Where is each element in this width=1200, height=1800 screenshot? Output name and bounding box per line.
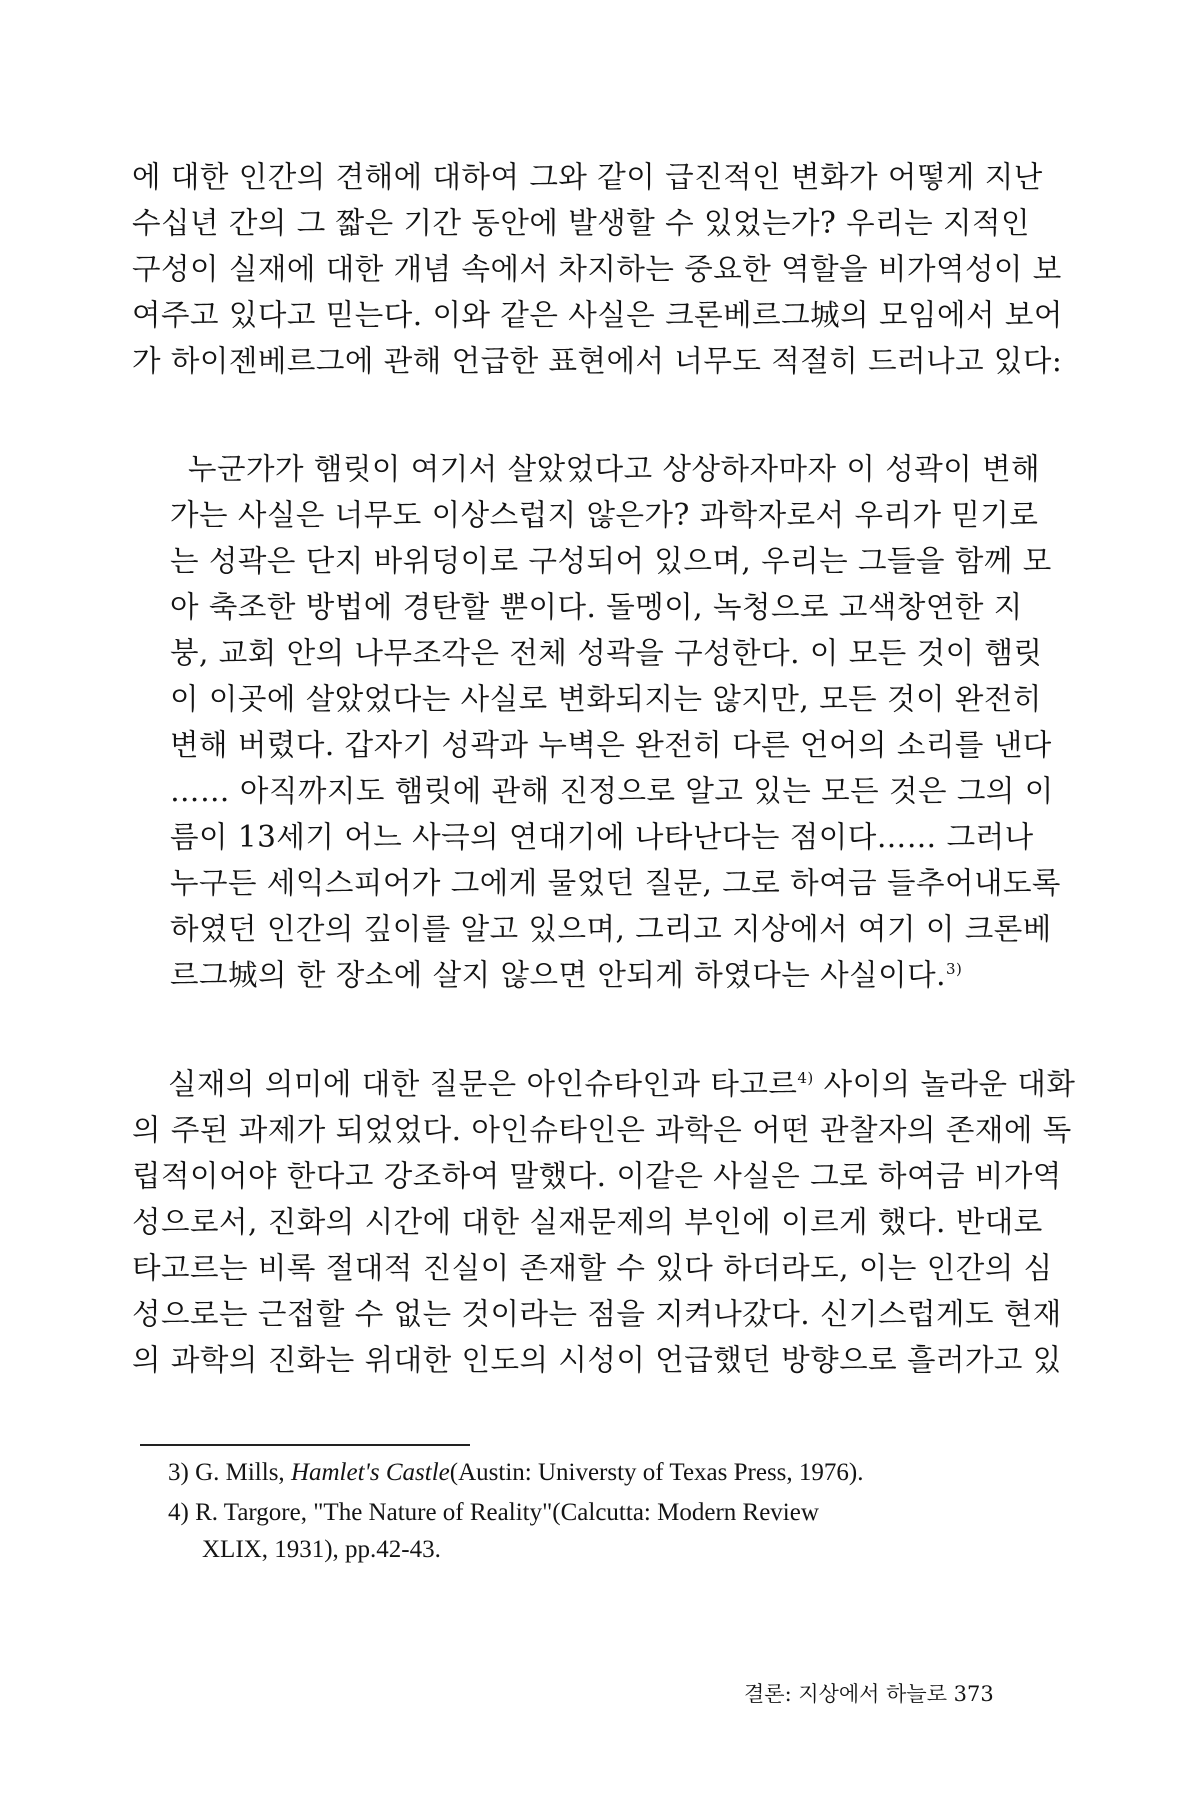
text-line: 구성이 실재에 대한 개념 속에서 차지하는 중요한 역할을 비가역성이 보 <box>132 252 1062 286</box>
quote-line: 는 성곽은 단지 바위덩이로 구성되어 있으며, 우리는 그들을 함께 모 <box>170 544 1052 578</box>
footnote-divider <box>140 1444 470 1446</box>
text: 실재의 의미에 대한 질문은 아인슈타인과 타고르 <box>168 1067 798 1101</box>
text-line: 타고르는 비록 절대적 진실이 존재할 수 있다 하더라도, 이는 인간의 심 <box>132 1251 1053 1285</box>
text-line: 에 대한 인간의 견해에 대하여 그와 같이 급진적인 변화가 어떻게 지난 <box>132 160 1043 194</box>
quote-line: …… 아직까지도 햄릿에 관해 진정으로 알고 있는 모든 것은 그의 이 <box>170 774 1054 808</box>
running-footer: 결론: 지상에서 하늘로 373 <box>744 1682 994 1706</box>
quote-line: 하였던 인간의 깊이를 알고 있으며, 그리고 지상에서 여기 이 크론베 <box>170 912 1052 946</box>
text-line: 가 하이젠베르그에 관해 언급한 표현에서 너무도 적절히 드러나고 있다: <box>132 344 1063 378</box>
footnote-ref-4: 4) <box>797 1069 814 1088</box>
quote-line: 붕, 교회 안의 나무조각은 전체 성곽을 구성한다. 이 모든 것이 햄릿 <box>170 636 1043 670</box>
text-line: 의 주된 과제가 되었었다. 아인슈타인은 과학은 어떤 관찰자의 존재에 독 <box>132 1113 1072 1147</box>
text: 사이의 놀라운 대화 <box>813 1067 1076 1101</box>
footnote-author: G. Mills, <box>195 1459 291 1486</box>
text-line-first <box>168 1067 1076 1101</box>
text-line: 여주고 있다고 믿는다. 이와 같은 사실은 크론베르그城의 모임에서 보어 <box>132 298 1063 332</box>
quote-line: 이 이곳에 살았었다는 사실로 변화되지는 않지만, 모든 것이 완전히 <box>170 682 1042 716</box>
footnote-text: R. Targore, "The Nature of Reality"(Calcutta: Modern Review <box>195 1499 819 1526</box>
footnote-ref-3: 3) <box>945 960 963 979</box>
text-line: 수십년 간의 그 짧은 기간 동안에 발생할 수 있었는가? 우리는 지적인 <box>132 206 1031 240</box>
footnote-number: 3) <box>168 1459 189 1486</box>
text-line: 성으로는 근접할 수 없는 것이라는 점을 지켜나갔다. 신기스럽게도 현재 <box>132 1297 1062 1331</box>
footnote-title: Hamlet's Castle <box>290 1459 450 1486</box>
quote-line: 누군가가 햄릿이 여기서 살았었다고 상상하자마자 이 성곽이 변해 <box>188 452 1041 486</box>
footnote-3 <box>168 1460 864 1485</box>
quote-line: 아 축조한 방법에 경탄할 뿐이다. 돌멩이, 녹청으로 고색창연한 지 <box>170 590 1023 624</box>
quote-line: 가는 사실은 너무도 이상스럽지 않은가? 과학자로서 우리가 믿기로 <box>170 498 1039 532</box>
footnote-publisher: (Austin: Universty of Texas Press, 1976). <box>449 1459 864 1486</box>
text-line: 의 과학의 진화는 위대한 인도의 시성이 언급했던 방향으로 흘러가고 있 <box>132 1343 1062 1377</box>
quote-text: 르그城의 한 장소에 살지 않으면 안되게 하였다는 사실이다. <box>170 958 946 992</box>
footnote-4-continued: XLIX, 1931), pp.42-43. <box>202 1536 441 1563</box>
quote-line: 름이 13세기 어느 사극의 연대기에 나타난다는 점이다…… 그러나 <box>170 820 1034 854</box>
quote-line-last <box>170 958 963 992</box>
quote-line: 누구든 세익스피어가 그에게 물었던 질문, 그로 하여금 들추어내도록 <box>170 866 1061 900</box>
footnote-4 <box>168 1500 819 1525</box>
text-line: 립적이어야 한다고 강조하여 말했다. 이같은 사실은 그로 하여금 비가역 <box>132 1159 1062 1193</box>
footnote-number: 4) <box>168 1499 189 1526</box>
text-line: 성으로서, 진화의 시간에 대한 실재문제의 부인에 이르게 했다. 반대로 <box>132 1205 1043 1239</box>
quote-line: 변해 버렸다. 갑자기 성곽과 누벽은 완전히 다른 언어의 소리를 낸다 <box>170 728 1052 762</box>
